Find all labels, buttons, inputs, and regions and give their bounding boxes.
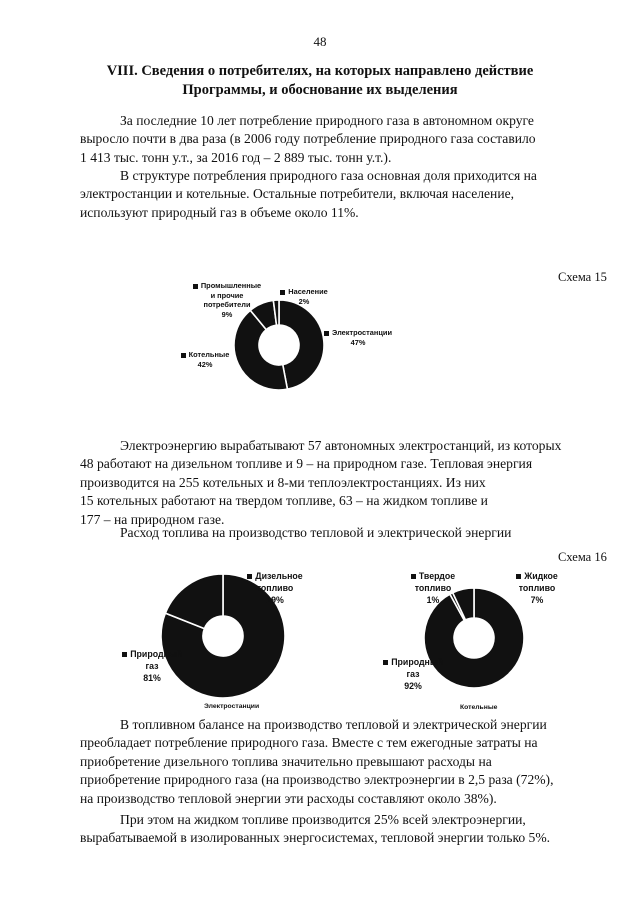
label-industrial-line-2: и прочие: [210, 290, 244, 300]
text-line: В структуре потребления природного газа основная доля приходится на: [120, 168, 537, 183]
label-liquid-fuel: [502, 570, 572, 606]
label-industrial-line-3: потребители: [203, 300, 251, 309]
text-line: выросло почти в два раза (в 2006 году потребление природного газа составило: [80, 131, 536, 147]
text-line: вырабатываемой в изолированных энергосистемах, тепловой энергии только 5%.: [80, 830, 551, 846]
text-line: приобретение дизельного топлива значительно превышают расходы на: [80, 753, 492, 769]
label-boilers-name: Котельные: [188, 350, 230, 359]
label-population-name: Население: [288, 287, 328, 296]
text-line: на производство тепловой энергии эти расходы составляют около 38%).: [80, 790, 497, 806]
text-line: 177 – на природном газе.: [80, 511, 225, 527]
title-line-2: Программы, и обоснование их выделения: [182, 82, 458, 98]
label-natural-gas-1-value: 81%: [143, 673, 161, 683]
label-boilers-value: 42%: [197, 359, 213, 369]
text-line: 1 413 тыс. тонн у.т., за 2016 год – 2 889 тыс. тонн у.т.).: [80, 149, 392, 165]
label-population-value: 2%: [298, 296, 310, 306]
label-diesel-line-2: топливо: [256, 583, 294, 593]
label-diesel-line-1: Дизельное: [255, 571, 303, 581]
text-line: За последние 10 лет потребление природного газа в автономном округе: [120, 113, 534, 128]
label-natural-gas-1-line-1: Природный: [130, 649, 182, 659]
label-natural-gas-2: [376, 656, 450, 692]
caption-boilers: Котельные: [460, 704, 498, 711]
label-solid-fuel-line-2: топливо: [414, 583, 452, 593]
label-liquid-fuel-line-2: топливо: [518, 583, 556, 593]
label-solid-fuel: [398, 570, 468, 606]
label-liquid-fuel-line-1: Жидкое: [524, 571, 558, 581]
label-diesel-value: 19%: [266, 595, 284, 605]
text-line: В топливном балансе на производство тепловой и электрической энергии: [120, 717, 547, 732]
scheme-15-label: Схема 15: [558, 270, 607, 284]
label-industrial-line-1: Промышленные: [200, 281, 262, 290]
label-diesel: [236, 570, 314, 606]
label-natural-gas-2-line-1: Природный: [391, 657, 443, 667]
text-line: производится на 255 котельных и 8-ми теплоэлектростанциях. Из них: [80, 474, 486, 490]
text-line: электростанции и котельные. Остальные потребители, включая население,: [80, 186, 515, 202]
text-line: 15 котельных работают на твердом топливе, 63 – на жидком топливе и: [80, 493, 488, 509]
label-natural-gas-2-value: 92%: [404, 681, 422, 691]
text-line: преобладает потребление природного газа. Вместе с тем ежегодные затраты на: [80, 735, 538, 751]
page-number: 48: [313, 34, 327, 49]
label-natural-gas-1-line-2: газ: [145, 661, 159, 671]
label-solid-fuel-value: 1%: [426, 595, 440, 605]
text-line: используют природный газ в объеме около 11%.: [80, 204, 359, 220]
text-line: приобретение природного газа (на производство электроэнергии в 2,5 раза (72%),: [80, 772, 554, 788]
label-industrial-value: 9%: [221, 309, 233, 319]
scheme-16-label: Схема 16: [558, 550, 607, 564]
label-liquid-fuel-value: 7%: [530, 595, 544, 605]
label-power-plants-name: Электростанции: [332, 328, 392, 337]
text-line: При этом на жидком топливе производится 25% всей электроэнергии,: [120, 812, 526, 827]
paragraph-4: [80, 716, 610, 808]
text-line: Электроэнергию вырабатывают 57 автономных электростанций, из которых: [120, 438, 562, 453]
label-natural-gas-2-line-2: газ: [406, 669, 420, 679]
title-line-1: VIII. Сведения о потребителях, на которых направлено действие: [106, 63, 534, 79]
text-line: 48 работают на дизельном топливе и 9 – на природном газе. Тепловая энергия: [80, 456, 533, 472]
label-power-plants-value: 47%: [350, 337, 366, 347]
label-solid-fuel-line-1: Твердое: [418, 571, 456, 581]
paragraph-5: [80, 811, 610, 848]
text-line: Расход топлива на производство тепловой и электрической энергии: [120, 525, 512, 540]
caption-power-plants: Электростанции: [204, 703, 260, 710]
label-natural-gas-1: [112, 648, 192, 684]
